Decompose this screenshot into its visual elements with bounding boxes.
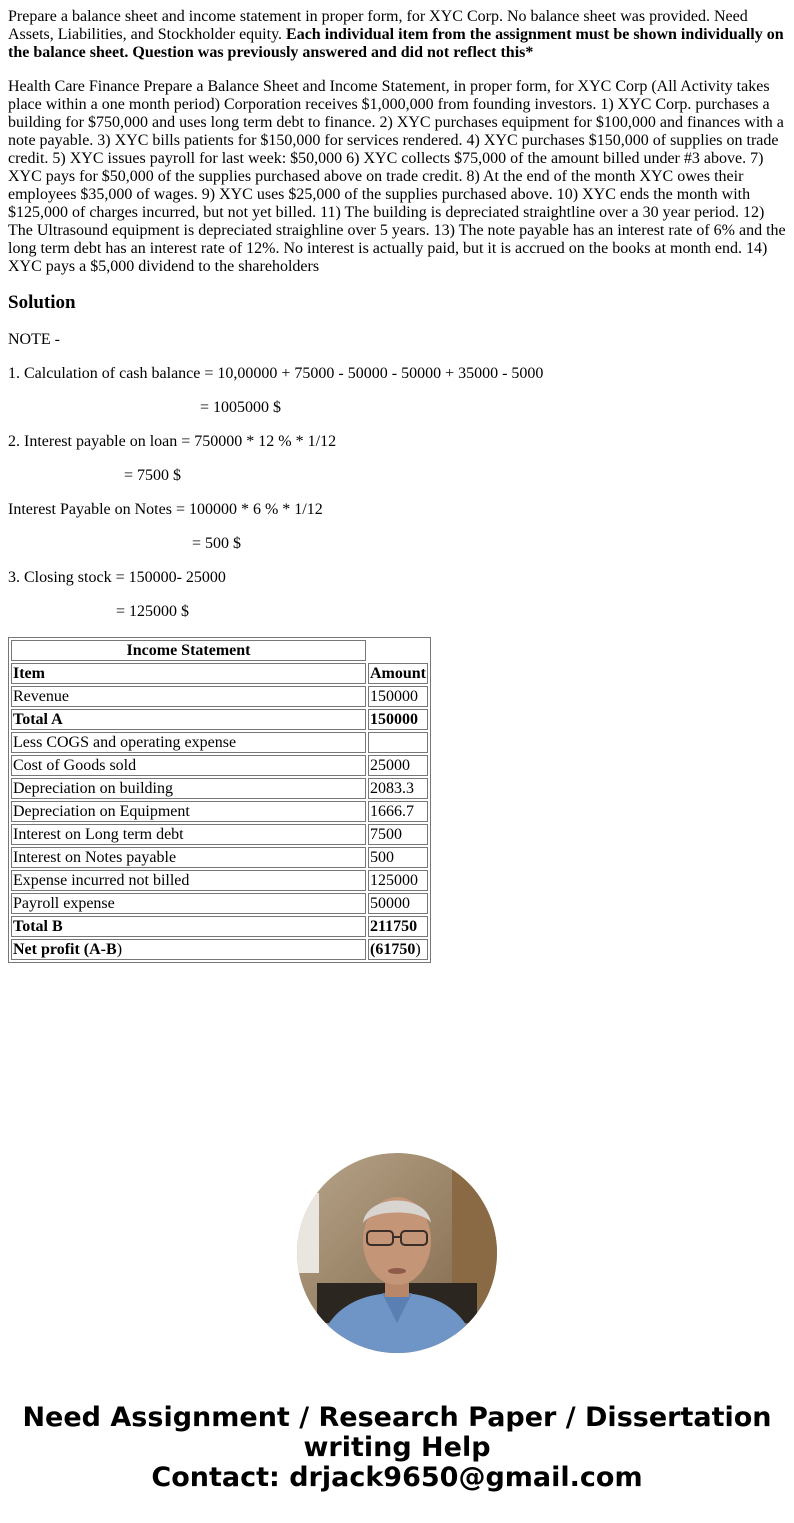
- row-amount: 50000: [368, 893, 428, 914]
- question-body: Health Care Finance Prepare a Balance Sheet and Income Statement, in proper form, for XYC Corp (All Activity takes place within a one month period) Corporation receives $1,000,000 from founding investors. 1) XYC Corp. purchases a building for $750,000 and uses long term debt to finance. 2) XYC purchases equipment for $100,000 and finances with a note payable. 3) XYC bills patients for $150,000 for services rendered. 4) XYC purchases $150,000 of supplies on trade credit. 5) XYC issues payroll for last week: $50,000 6) XYC collects $75,000 of the amount billed under #3 above. 7) XYC pays for $50,000 of the supplies purchased above on trade credit. 8) At the end of the month XYC owes their employees $35,000 of wages. 9) XYC uses $25,000 of the supplies purchased above. 10) XYC ends the month with $125,000 of charges incurred, but not yet billed. 11) The building is depreciated straightline over a 30 year period. 12) The Ultrasound equipment is depreciated straighline over 5 years. 13) The note payable has an interest rate of 6% and the long term debt has an interest rate of 12%. No interest is actually paid, but it is accrued on the books at month end. 14) XYC pays a $5,000 dividend to the shareholders: [8, 78, 786, 275]
- row-amount: 7500: [368, 824, 428, 845]
- interest-loan-calculation: 2. Interest payable on loan = 750000 * 12 % * 1/12: [8, 433, 337, 450]
- table-row: [11, 686, 428, 707]
- row-amount: 25000: [368, 755, 428, 776]
- row-amount: 500: [368, 847, 428, 868]
- row-amount: 125000: [368, 870, 428, 891]
- row-amount: 2083.3: [368, 778, 428, 799]
- row-item: Cost of Goods sold: [11, 755, 366, 776]
- interest-notes-result: = 500 $: [192, 535, 242, 552]
- row-item: Less COGS and operating expense: [11, 732, 366, 753]
- interest-loan-result: = 7500 $: [124, 467, 182, 484]
- row-item: Revenue: [11, 686, 366, 707]
- table-row: [11, 709, 428, 730]
- note-label: NOTE -: [8, 331, 60, 348]
- table-row: [11, 847, 428, 868]
- table-row: [11, 870, 428, 891]
- table-row: [11, 801, 428, 822]
- cash-calculation: 1. Calculation of cash balance = 10,00000 + 75000 - 50000 - 50000 + 35000 - 5000: [8, 365, 544, 382]
- column-header-amount: Amount: [370, 665, 427, 682]
- interest-notes-calculation: Interest Payable on Notes = 100000 * 6 % * 1/12: [8, 501, 323, 518]
- net-profit-label: Net profit (A-B): [11, 939, 366, 960]
- promo-footer: [0, 1403, 794, 1493]
- table-row: [11, 824, 428, 845]
- row-item: Depreciation on Equipment: [11, 801, 366, 822]
- solution-heading: Solution: [8, 292, 76, 313]
- row-item: Depreciation on building: [11, 778, 366, 799]
- table-row: [11, 778, 428, 799]
- row-item: Interest on Notes payable: [11, 847, 366, 868]
- author-avatar: [297, 1153, 497, 1353]
- promo-line-2: writing Help: [303, 1432, 491, 1463]
- net-profit-value: (61750): [368, 939, 428, 960]
- row-amount: 1666.7: [368, 801, 428, 822]
- table-row: [11, 893, 428, 914]
- question-intro-text: Prepare a balance sheet and income statement in proper form, for XYC Corp. No balance sheet was provided. Need Assets, Liabilities, and Stockholder equity.: [8, 8, 748, 43]
- row-amount: 150000: [368, 709, 428, 730]
- row-amount: [368, 732, 428, 753]
- cash-result: = 1005000 $: [200, 399, 282, 416]
- row-item: Total A: [11, 709, 366, 730]
- row-amount: 150000: [368, 686, 428, 707]
- promo-line-1: Need Assignment / Research Paper / Dissertation: [22, 1402, 772, 1433]
- question-intro: [8, 8, 786, 62]
- income-statement-table: [8, 637, 431, 963]
- table-row: [11, 916, 428, 937]
- question-intro-emphasis: Each individual item from the assignment must be shown individually on the balance sheet. Question was previously answered and did not reflect this*: [8, 26, 784, 61]
- closing-stock-result: = 125000 $: [116, 603, 190, 620]
- row-item: Expense incurred not billed: [11, 870, 366, 891]
- promo-contact: Contact: drjack9650@gmail.com: [151, 1462, 643, 1493]
- table-header-row: [11, 663, 428, 684]
- table-row: [11, 755, 428, 776]
- row-amount: 211750: [368, 916, 428, 937]
- net-profit-row: [11, 939, 428, 960]
- row-item: Interest on Long term debt: [11, 824, 366, 845]
- closing-stock-calculation: 3. Closing stock = 150000- 25000: [8, 569, 226, 586]
- table-title: Income Statement: [11, 640, 366, 661]
- table-row: [11, 732, 428, 753]
- row-item: Payroll expense: [11, 893, 366, 914]
- row-item: Total B: [11, 916, 366, 937]
- table-title-row: [11, 640, 428, 661]
- column-header-item: Item: [11, 663, 366, 684]
